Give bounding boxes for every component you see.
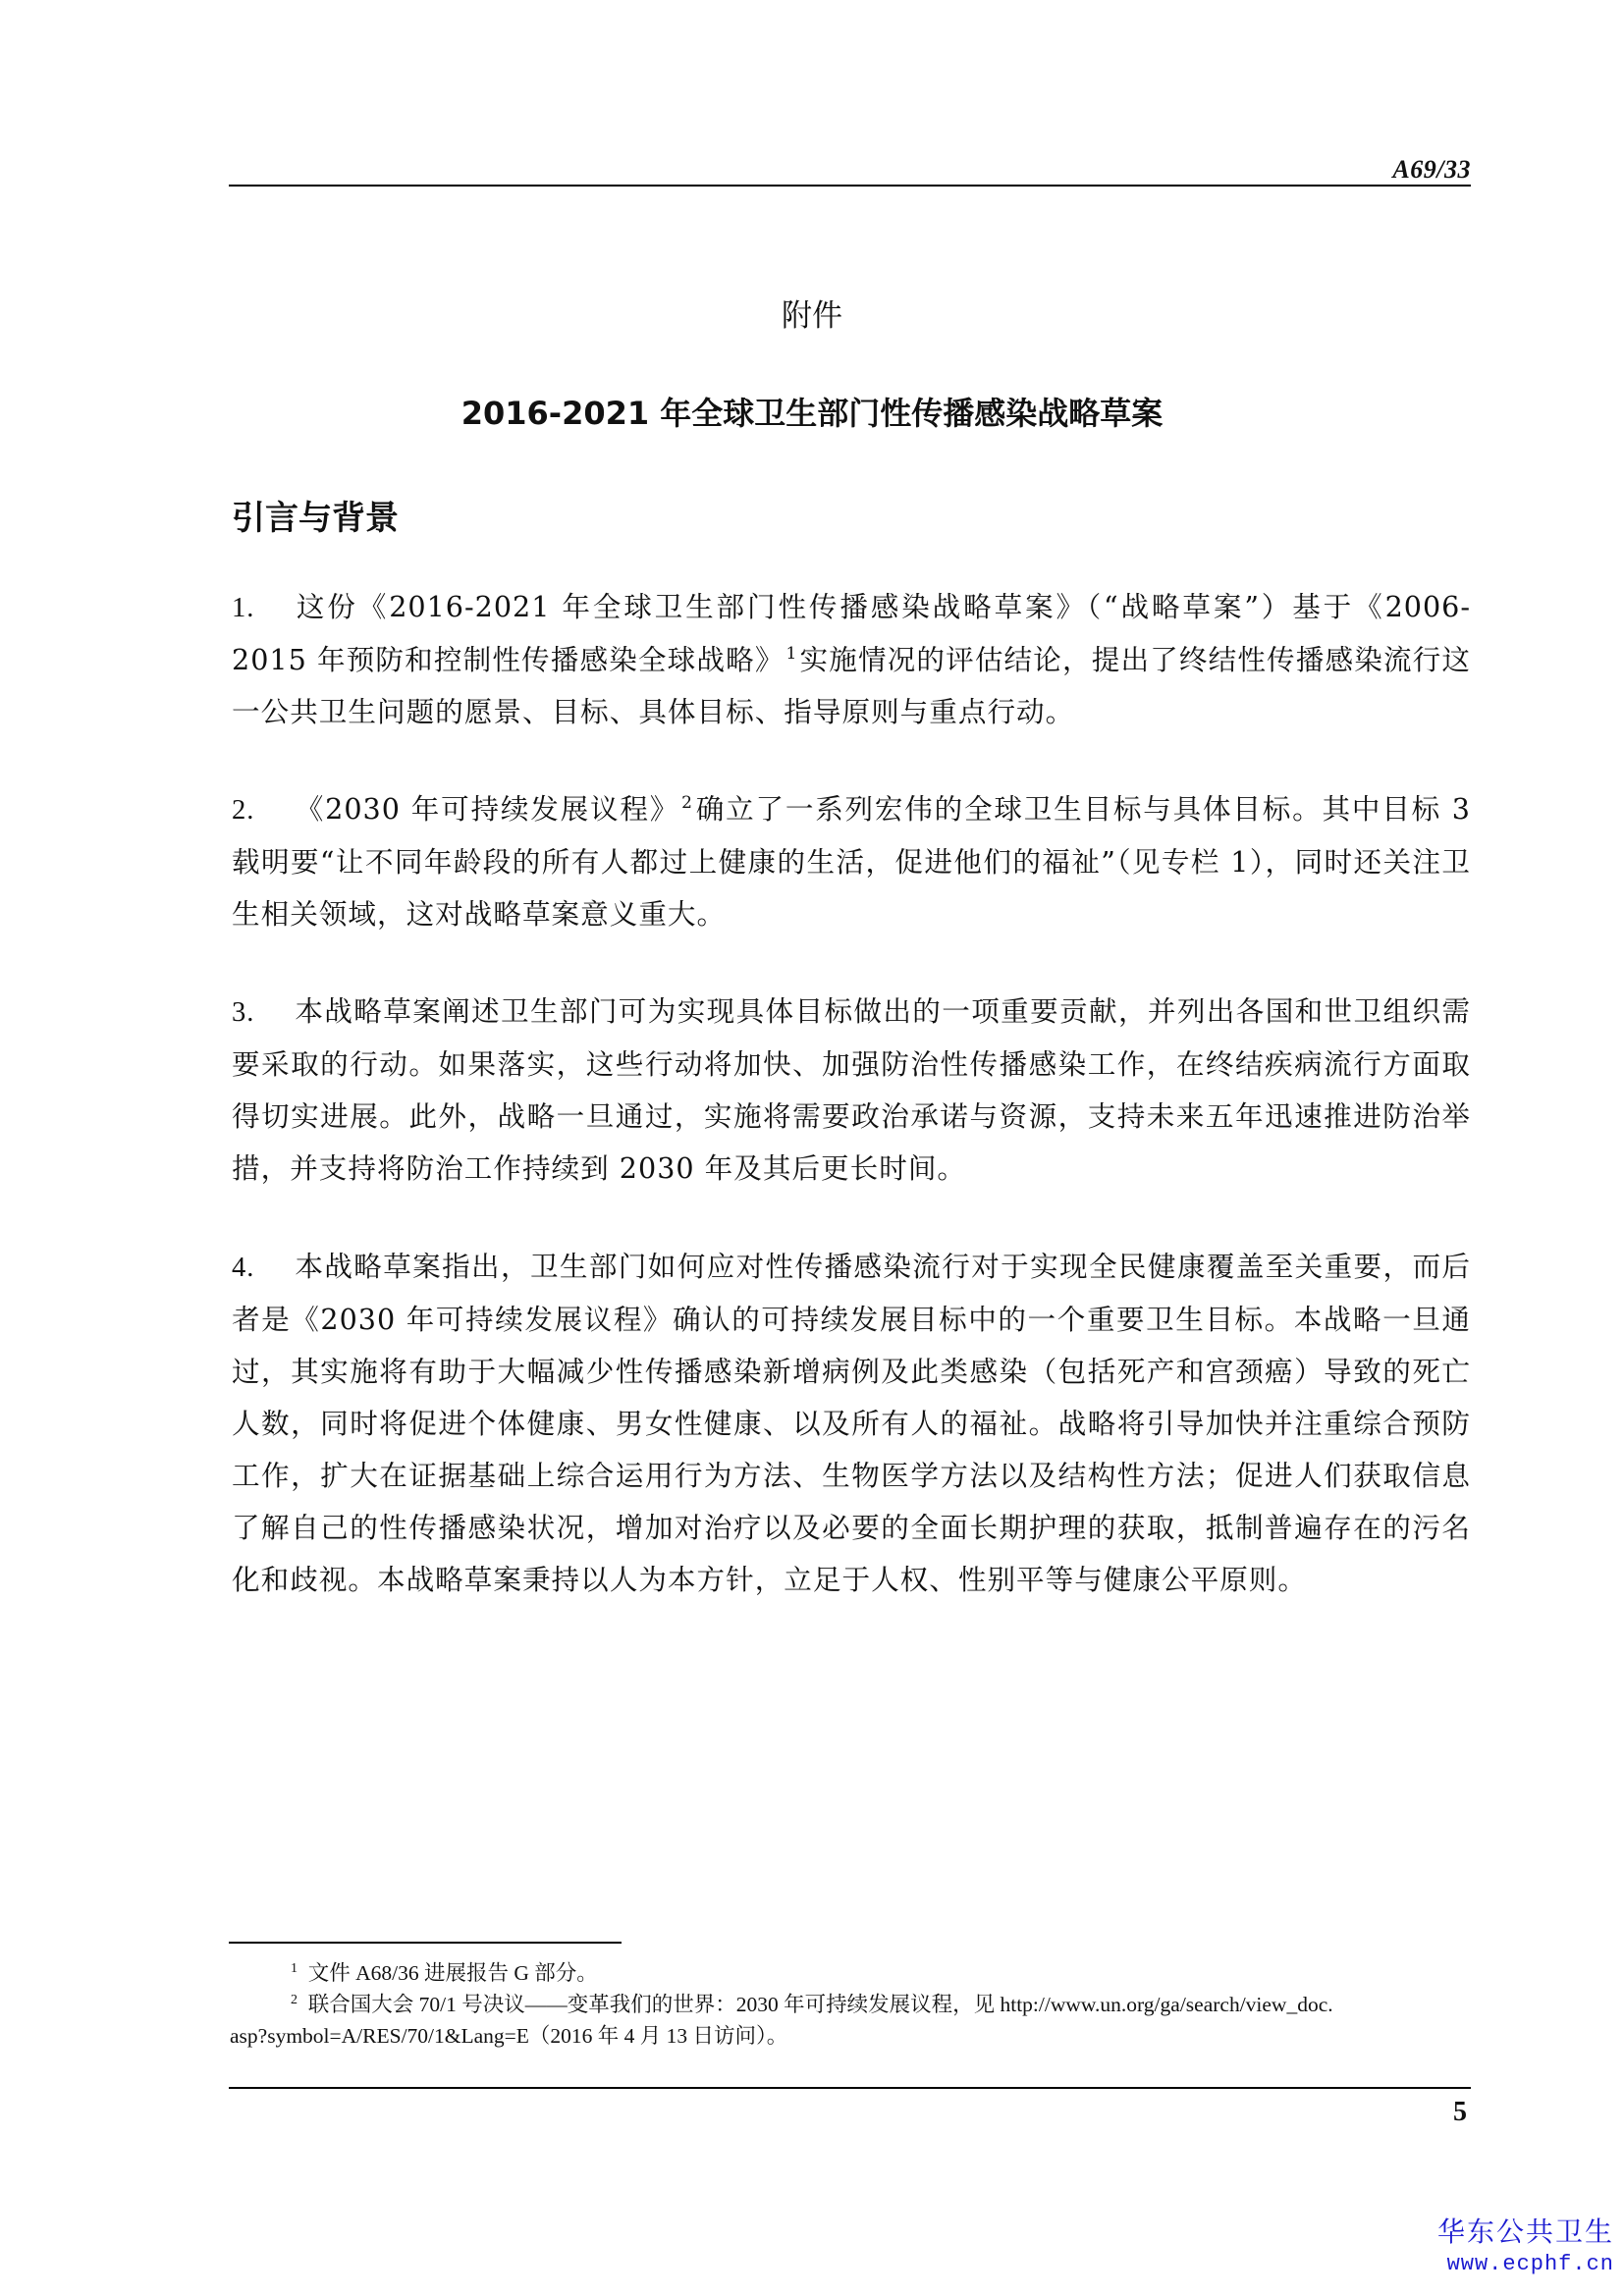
paragraph-4 (232, 1241, 1471, 1606)
footer-rule (229, 2087, 1471, 2089)
paragraph-text: 实施情况的评估结论，提出了终结性传播感染流行这一公共卫生问题的愿景、目标、具体目标、指导原则与重点行动。 (232, 643, 1471, 728)
footnote-1 (291, 1957, 598, 1989)
footnote-mark: 1 (291, 1961, 298, 1976)
footnote-2 (230, 1989, 1469, 2052)
footnote-ref-2[interactable]: 2 (681, 793, 693, 813)
footnote-text: 文件 A68/36 进展报告 G 部分。 (307, 1961, 598, 1985)
paragraph-1 (232, 581, 1471, 738)
watermark-name: 华东公共卫生 (1436, 2216, 1614, 2248)
section-heading: 引言与背景 (232, 499, 399, 538)
watermark-url[interactable]: www.ecphf.cn (1446, 2252, 1614, 2276)
paragraph-number: 4. (232, 1253, 255, 1283)
paragraph-number: 3. (232, 997, 255, 1028)
annex-label: 附件 (782, 298, 842, 334)
paragraph-text: 本战略草案阐述卫生部门可为实现具体目标做出的一项重要贡献，并列出各国和世卫组织需要采取的行动。如果落实，这些行动将加快、加强防治性传播感染工作，在终结疾病流行方面取得切实进展。此外，战略一旦通过，实施将需要政治承诺与资源，支持未来五年迅速推进防治举措，并支持将防治工作持续到 2030 年及其后更长时间。 (232, 994, 1471, 1185)
page-number: 5 (1453, 2097, 1467, 2127)
footnote-text-continued: asp?symbol=A/RES/70/1&Lang=E（2016 年 4 月 13 日访问）。 (230, 2024, 788, 2048)
paragraph-number: 1. (232, 593, 255, 623)
paragraph-text: 《2030 年可持续发展议程》 (295, 792, 680, 826)
paragraph-text: 本战略草案指出，卫生部门如何应对性传播感染流行对于实现全民健康覆盖至关重要，而后者是《2030 年可持续发展议程》确认的可持续发展目标中的一个重要卫生目标。本战略一旦通过，其实施将有助于大幅减少性传播感染新增病例及此类感染（包括死产和宫颈癌）导致的死亡人数，同时将促进个体健康、男女性健康、以及所有人的福祉。战略将引导加快并注重综合预防工作，扩大在证据基础上综合运用行为方法、生物医学方法以及结构性方法；促进人们获取信息了解自己的性传播感染状况，增加对治疗以及必要的全面长期护理的获取，抵制普遍存在的污名化和歧视。本战略草案秉持以人为本方针，立足于人权、性别平等与健康公平原则。 (232, 1250, 1471, 1596)
paragraph-text: 这份《2016-2021 年全球卫生部门性传播感染战略草案》（“战略草案”）基于《2006-2015 年预防和控制性传播感染全球战略》 (232, 590, 1471, 676)
paragraph-text: 确立了一系列宏伟的全球卫生目标与具体目标。其中目标 3 载明要“让不同年龄段的所有人都过上健康的生活，促进他们的福祉”（见专栏 1），同时还关注卫生相关领域，这对战略草案意义重大。 (232, 792, 1471, 931)
footnote-mark: 2 (291, 1993, 298, 2007)
footnote-ref-1[interactable]: 1 (785, 644, 798, 664)
paragraph-number: 2. (232, 795, 255, 826)
footnote-text: 联合国大会 70/1 号决议——变革我们的世界：2030 年可持续发展议程，见 http://www.un.org/ga/search/view_doc. (307, 1993, 1333, 2016)
document-title: 2016-2021 年全球卫生部门性传播感染战略草案 (460, 395, 1164, 432)
header-rule (229, 185, 1471, 187)
watermark (1437, 2215, 1614, 2279)
paragraph-2 (232, 783, 1471, 940)
footnote-separator (229, 1942, 622, 1944)
document-code: A69/33 (1392, 155, 1471, 184)
paragraph-3 (232, 986, 1471, 1195)
